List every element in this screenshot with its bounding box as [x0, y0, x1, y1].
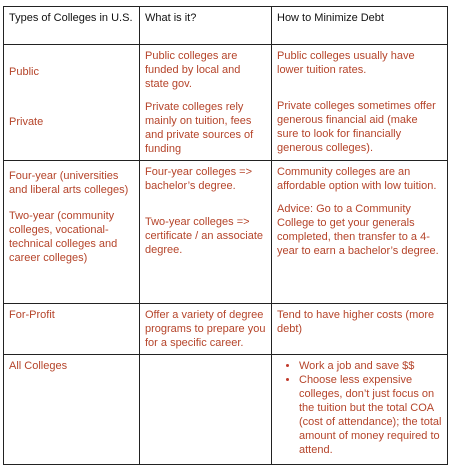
tip-item: • Choose less expensive colleges, don’t just focus on the tuition but the total COA (cost of attendance); the total amount of money required to attend. [299, 373, 442, 457]
all-colleges-what [140, 355, 272, 465]
all-colleges-minimize [272, 355, 448, 465]
public-private-type-cell [4, 45, 140, 161]
header-minimize: How to Minimize Debt [272, 7, 448, 45]
private-type: Private [9, 116, 44, 128]
header-type: Types of Colleges in U.S. [4, 7, 140, 45]
for-profit-type: For-Profit [4, 304, 140, 355]
public-minimize: Public colleges usually have lower tuition rates. [277, 50, 415, 76]
community-college-advice: Advice: Go to a Community College to get your generals completed, then transfer to a 4-year to earn a bachelor’s degree. [277, 203, 439, 257]
for-profit-row [4, 304, 448, 355]
four-year-what: Four-year colleges => bachelor’s degree. [145, 166, 252, 192]
public-what: Public colleges are funded by local and state gov. [145, 50, 241, 90]
header-what: What is it? [140, 7, 272, 45]
community-college-note: Community colleges are an affordable option with low tuition. [277, 166, 437, 192]
length-minimize-cell [272, 161, 448, 304]
all-colleges-row [4, 355, 448, 465]
colleges-table [3, 6, 448, 465]
private-minimize: Private colleges sometimes offer generous financial aid (make sure to look for financially generous colleges). [277, 100, 436, 154]
length-row [4, 161, 448, 304]
tip-item: • Work a job and save $$ [299, 359, 442, 373]
tips-list [277, 359, 442, 457]
for-profit-minimize: Tend to have higher costs (more debt) [272, 304, 448, 355]
two-year-what: Two-year colleges => certificate / an associate degree. [145, 216, 264, 256]
public-private-row [4, 45, 448, 161]
for-profit-what: Offer a variety of degree programs to prepare you for a specific career. [140, 304, 272, 355]
public-private-what-cell [140, 45, 272, 161]
header-row [4, 7, 448, 45]
all-colleges-type: All Colleges [4, 355, 140, 465]
public-type: Public [9, 66, 39, 78]
length-what-cell [140, 161, 272, 304]
four-year-type: Four-year (universities and liberal arts colleges) [9, 170, 129, 196]
two-year-type: Two-year (community colleges, vocational-technical colleges and career colleges) [9, 210, 118, 264]
private-what: Private colleges rely mainly on tuition, fees and private sources of funding [145, 101, 254, 155]
public-private-minimize-cell [272, 45, 448, 161]
length-type-cell [4, 161, 140, 304]
